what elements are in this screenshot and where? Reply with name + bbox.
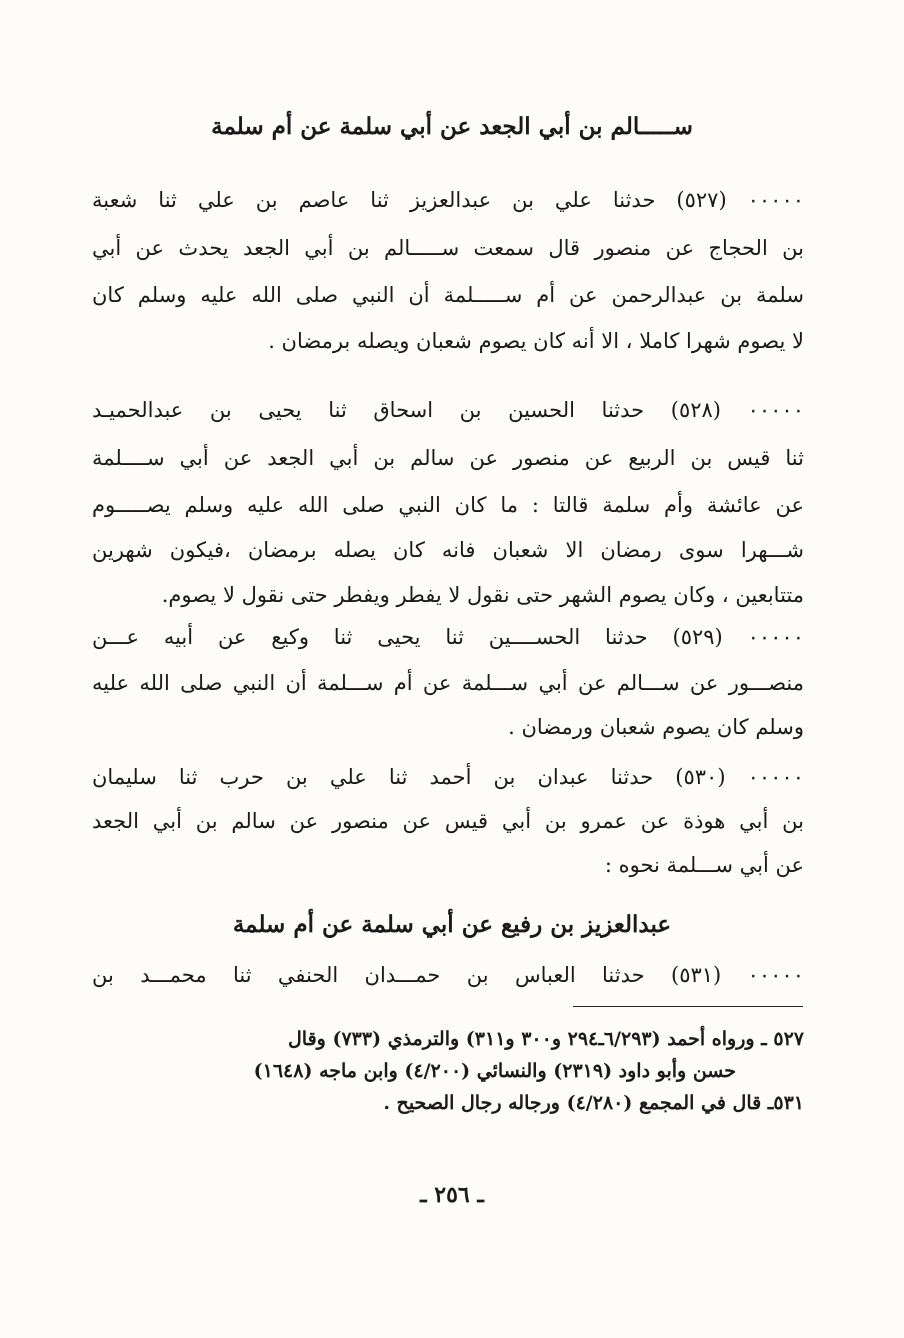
hadith-528-line: متتابعين ، وكان يصوم الشهر حتى نقول لا يفطر ويفطر حتى نقول لا يصوم. (161, 583, 804, 607)
page-number: ـ ٢٥٦ ـ (420, 1182, 484, 1208)
hadith-527-line: سلمة بن عبدالرحمن عن أم ســـــلمة أن النبي صلى الله عليه وسلم كان (92, 283, 804, 307)
hadith-528-line: عن عائشة وأم سلمة قالتا : ما كان النبي صلى الله عليه وسلم يصـــــوم (92, 493, 804, 517)
hadith-527-line: ٠٠٠٠٠ (٥٢٧) حدثنا علي بن عبدالعزيز ثنا عاصم بن علي ثنا شعبة (92, 188, 804, 212)
hadith-528-line: شـــهرا سوى رمضان الا شعبان فانه كان يصله برمضان ،فيكون شهرين (92, 538, 804, 562)
footnote-divider (573, 1006, 803, 1007)
hadith-527-line: بن الحجاج عن منصور قال سمعت ســـــالم بن أبي الجعد يحدث عن أبي (92, 236, 804, 260)
hadith-530-line: عن أبي ســـلمة نحوه : (604, 853, 804, 877)
hadith-531-line: ٠٠٠٠٠ (٥٣١) حدثنا العباس بن حمـــدان الحنفي ثنا محمـــد بن (92, 963, 804, 987)
footnote-531: ٥٣١ـ قال في المجمع (٤/٢٨٠) ورجاله رجال الصحيح . (383, 1092, 804, 1114)
hadith-529-line: منصـــور عن ســـالم عن أبي ســـلمة عن أم ســـلمة أن النبي صلى الله عليه (92, 671, 804, 695)
hadith-530-line: بن أبي هوذة عن عمرو بن أبي قيس عن منصور عن سالم بن أبي الجعد (92, 809, 804, 833)
footnote-527-cont: حسن وأبو داود (٢٣١٩) والنسائي (٤/٢٠٠) وابن ماجه (١٦٤٨) (253, 1060, 736, 1082)
hadith-527-line: لا يصوم شهرا كاملا ، الا أنه كان يصوم شعبان ويصله برمضان . (268, 329, 804, 353)
footnote-527: ٥٢٧ ـ ورواه أحمد (٦/٢٩٣ـ٢٩٤ و٣٠٠ و٣١١) والترمذي (٧٣٣) وقال (288, 1028, 804, 1050)
hadith-529-line: وسلم كان يصوم شعبان ورمضان . (508, 715, 804, 739)
hadith-530-line: ٠٠٠٠٠ (٥٣٠) حدثنا عبدان بن أحمد ثنا علي بن حرب ثنا سليمان (92, 765, 804, 789)
hadith-528-line: ٠٠٠٠٠ (٥٢٨) حدثنا الحسين بن اسحاق ثنا يحيى بن عبدالحميـد (92, 398, 804, 422)
hadith-528-line: ثنا قيس بن الربيع عن منصور عن سالم بن أبي الجعد عن أبي ســــلمة (92, 446, 804, 470)
hadith-529-line: ٠٠٠٠٠ (٥٢٩) حدثنا الحســــين ثنا يحيى ثنا وكيع عن أبيه عـــن (92, 625, 804, 649)
section-heading: عبدالعزيز بن رفيع عن أبي سلمة عن أم سلمة (232, 911, 672, 938)
section-heading: ســـــالم بن أبي الجعد عن أبي سلمة عن أم سلمة (211, 113, 693, 140)
